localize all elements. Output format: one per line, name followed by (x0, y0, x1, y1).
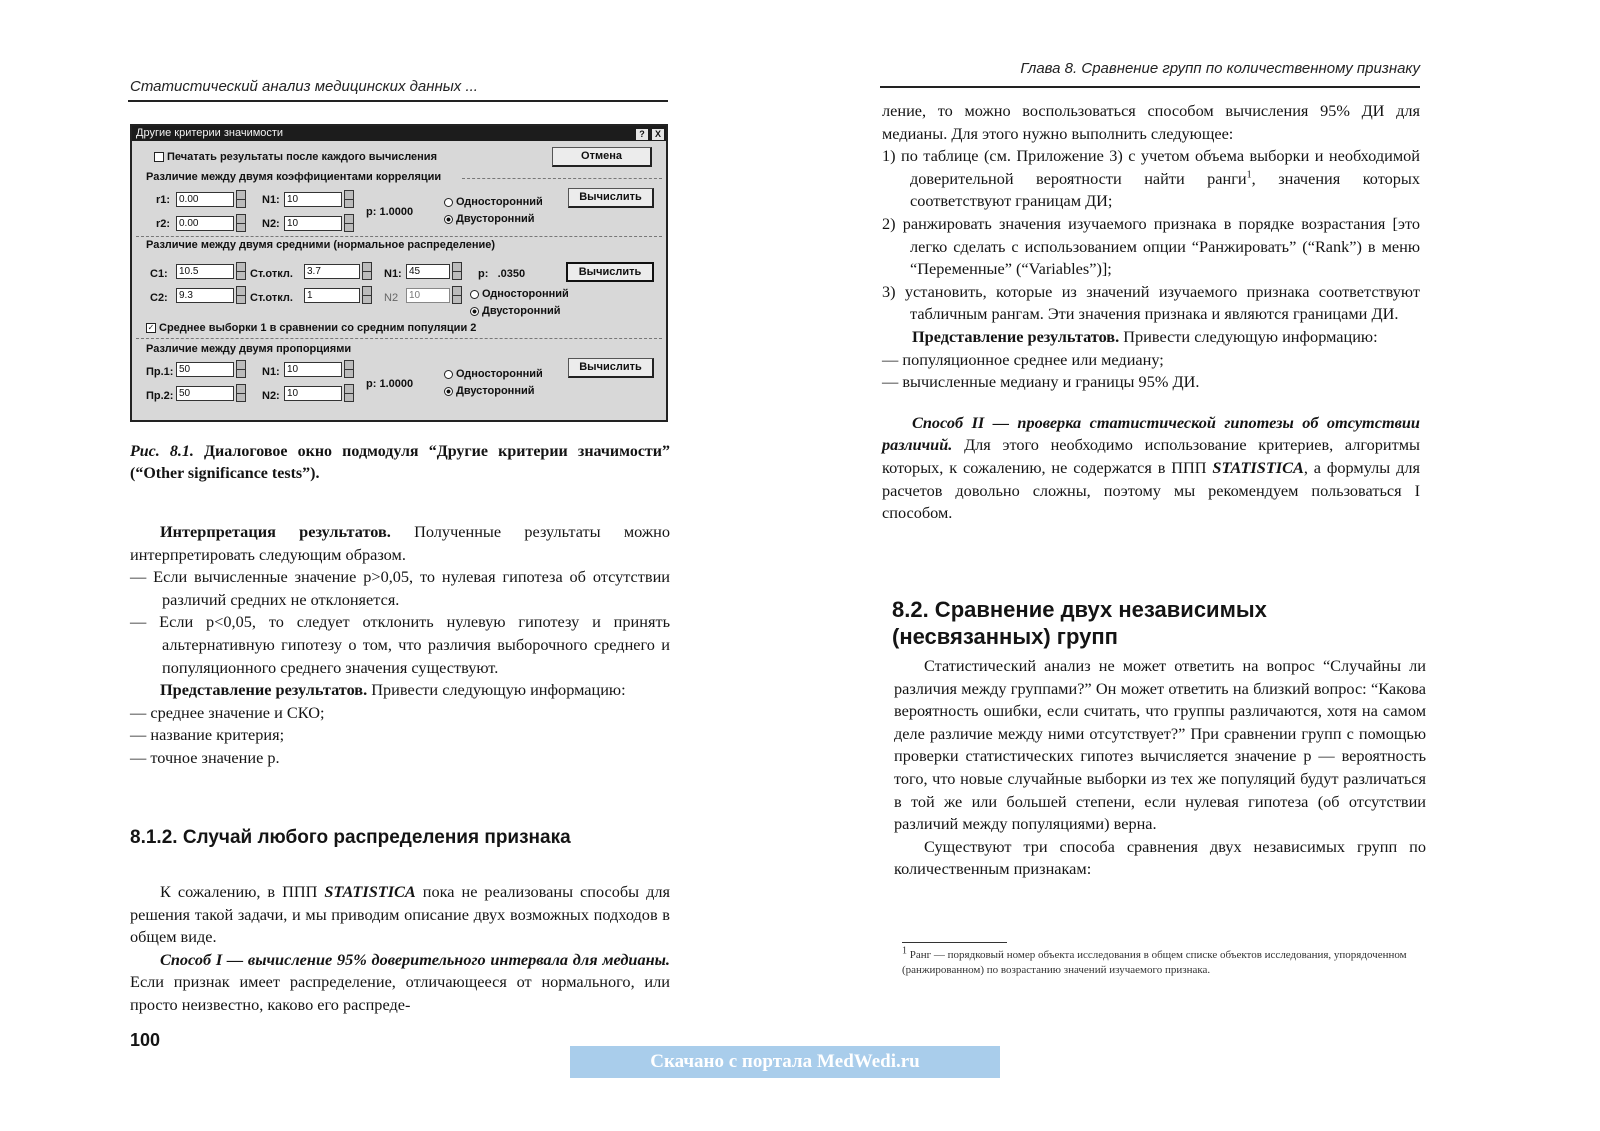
two-sided-label-3: Двусторонний (456, 385, 535, 397)
one-sided-radio-3[interactable] (444, 368, 543, 380)
sd2-input[interactable]: 1 (304, 288, 360, 303)
n1-label-3: N1: (262, 366, 280, 378)
statistica-name: STATISTICA (324, 882, 416, 901)
left-body (130, 521, 670, 770)
regret-text-c: пока не реализованы способы для решения такой задачи, и мы приводим описание двух возможных подходов в общем виде. (130, 882, 670, 947)
c2-spinner[interactable] (236, 286, 246, 304)
interp-item-2: — Если p<0,05, то следует отклонить нулевую гипотезу и принять альтернативную гипотезу о том, что различия выборочного среднего и популяционного среднего значения существуют. (130, 612, 670, 677)
left-body-2 (130, 881, 670, 1017)
c2-input[interactable]: 9.3 (176, 288, 234, 303)
checkbox-checked-icon: ✓ (147, 323, 155, 333)
figure-caption (130, 441, 670, 485)
r2-label: r2: (156, 218, 171, 230)
present-item-2: — название критерия; (130, 725, 285, 745)
way2-heading: Способ II — проверка статистической гипотезы об отсутствии различий. (882, 412, 1420, 455)
interp-item-1: — Если вычисленные значение p>0,05, то нулевая гипотеза об отсутствии различий средних не отклоняется. (130, 567, 670, 609)
sd1-spinner[interactable] (362, 262, 372, 280)
n2-label-2: N2 (384, 292, 399, 304)
dialog-title-bar (132, 126, 666, 141)
p1-spinner[interactable] (236, 360, 246, 378)
right-body-2 (894, 655, 1426, 881)
radio-selected-icon (444, 215, 453, 224)
group-correlation-label: Различие между двумя коэффициентами корреляции (146, 171, 442, 183)
n2-input-2[interactable]: 10 (406, 288, 450, 303)
present-heading: Представление результатов. (160, 680, 368, 700)
help-icon[interactable]: ? (636, 129, 648, 140)
footnote (902, 945, 1442, 978)
statistica-name-r: STATISTICA (1212, 457, 1304, 477)
p-value: 1.0000 (379, 206, 414, 218)
p-label-2 (478, 268, 525, 280)
radio-icon (444, 370, 453, 379)
n1-spinner-3[interactable] (344, 360, 354, 378)
footnote-text: Ранг — порядковый номер объекта исследования в общем списке объектов исследования, упорядоченном (ранжированном) по возрастанию значений изучаемого признака. (902, 949, 1407, 976)
para-stat-analysis: Статистический анализ не может ответить на вопрос “Случайны ли различия между группами?” Он может ответить на близкий вопрос: “Какова вероятность ошибки, если считать, что группы различаются, хотя на самом деле различие между ними отсутствует?” При сравнении групп с помощью проверки статистических гипотез вычисляется значение p — вероятность того, что новые случайные выборки из тех же популяций будут различаться в той же или большей степени, если нулевая гипотеза (об отсутствии различий между популяциями) верна. (894, 656, 1426, 834)
p-value-3: 1.0000 (379, 378, 414, 390)
n2-label-3: N2: (262, 390, 280, 402)
c1-spinner[interactable] (236, 262, 246, 280)
mean-vs-population-checkbox[interactable] (146, 322, 476, 334)
p1-label: Пр.1: (146, 366, 174, 378)
c1-label: С1: (150, 268, 168, 280)
c2-label: С2: (150, 292, 168, 304)
section-heading-812: 8.1.2. Случай любого распределения признака (130, 827, 571, 848)
r1-spinner[interactable] (236, 190, 246, 208)
significance-dialog (130, 124, 668, 422)
group-divider (462, 178, 662, 179)
p2-label: Пр.2: (146, 390, 174, 402)
n1-label-2: N1: (384, 268, 402, 280)
one-sided-radio-2[interactable] (470, 288, 569, 300)
present-heading-r: Представление результатов. (912, 326, 1120, 346)
way1-heading: Способ I — вычисление 95% доверительного интервала для медианы. (160, 949, 670, 969)
left-head-rule (128, 100, 668, 102)
right-body (882, 100, 1420, 525)
dialog-title: Другие критерии значимости (136, 127, 284, 139)
present-item-r1: — популяционное среднее или медиану; (882, 349, 1164, 369)
p2-spinner[interactable] (236, 384, 246, 402)
two-sided-radio-3[interactable] (444, 385, 535, 397)
n1-label: N1: (262, 194, 280, 206)
present-item-1: — среднее значение и СКО; (130, 702, 325, 722)
group-divider (136, 338, 662, 339)
way2-text-c: , а формулы для расчетов довольно сложны, поэтому мы рекомендуем пользоваться I способом. (882, 457, 1420, 523)
radio-selected-icon (470, 307, 479, 316)
r2-input[interactable]: 0.00 (176, 216, 234, 231)
n1-input-3[interactable]: 10 (284, 362, 342, 377)
section-heading-82: 8.2. Сравнение двух независимых (несвязанных) групп (892, 597, 1267, 649)
right-head-rule (880, 86, 1420, 88)
continued-text: ление, то можно воспользоваться способом вычисления 95% ДИ для медианы. Для этого нужно выполнить следующее: (882, 101, 1420, 143)
footnote-marker: 1 (902, 945, 907, 957)
sd2-label: Ст.откл. (250, 292, 293, 304)
r2-spinner[interactable] (236, 214, 246, 232)
regret-text-a: К сожалению, в ППП (160, 882, 325, 901)
sd1-label: Ст.откл. (250, 268, 293, 280)
r1-input[interactable]: 0.00 (176, 192, 234, 207)
compute-proportions-button[interactable]: Вычислить (568, 358, 654, 378)
one-sided-label: Односторонний (456, 196, 543, 208)
n2-spinner-3[interactable] (344, 384, 354, 402)
p-label-3 (366, 378, 413, 390)
group-means-label: Различие между двумя средними (нормальное распределение) (146, 239, 496, 251)
right-running-head: Глава 8. Сравнение групп по количественному признаку (1020, 60, 1420, 77)
n1-spinner[interactable] (344, 190, 354, 208)
caption-label: Рис. 8.1. (130, 443, 194, 460)
sd1-input[interactable]: 3.7 (304, 264, 360, 279)
n2-input[interactable]: 10 (284, 216, 342, 231)
present-item-r2: — вычисленные медиану и границы 95% ДИ. (882, 372, 1200, 392)
interp-heading: Интерпретация результатов. (160, 522, 391, 541)
n2-spinner-2[interactable] (452, 286, 462, 304)
n1-input[interactable]: 10 (284, 192, 342, 207)
watermark-banner: Скачано с портала MedWedi.ru (570, 1046, 1000, 1078)
p2-input[interactable]: 50 (176, 386, 234, 401)
checkbox-icon (154, 152, 164, 162)
footnote-rule (902, 942, 1007, 943)
way1-text: Если признак имеет распределение, отличающееся от нормального, или просто неизвестно, каково его распреде- (130, 972, 670, 1014)
two-sided-label-2: Двусторонний (482, 305, 561, 317)
close-icon[interactable]: X (652, 129, 664, 140)
p1-input[interactable]: 50 (176, 362, 234, 377)
p-label-text: p: (366, 206, 377, 218)
para-three-ways: Существуют три способа сравнения двух независимых групп по количественным признакам: (894, 836, 1426, 879)
radio-icon (470, 290, 479, 299)
step-1-text: 1) по таблице (см. Приложение 3) с учетом объема выборки и необходимой доверительной вероятности найти ранги (882, 146, 1420, 188)
caption-text: Диалоговое окно подмодуля “Другие критерии значимости” (“Other significance tests”). (130, 443, 671, 482)
footnote-ref: 1 (1246, 169, 1252, 181)
c1-input[interactable]: 10.5 (176, 264, 234, 279)
n2-label: N2: (262, 218, 280, 230)
r1-label: r1: (156, 194, 171, 206)
p-label-text-3: p: (366, 378, 377, 390)
p-label-text-2: p: (478, 268, 489, 280)
print-checkbox-label: Печатать результаты после каждого вычисления (167, 151, 437, 163)
sd2-spinner[interactable] (362, 286, 372, 304)
step-2: 2) ранжировать значения изучаемого признака в порядке возрастания [это легко сделать с использованием опции “Ранжировать” (“Rank”) в меню “Переменные” (“Variables”)]; (882, 213, 1420, 279)
compute-correlation-button[interactable]: Вычислить (568, 188, 654, 208)
radio-selected-icon (444, 387, 453, 396)
left-running-head: Статистический анализ медицинских данных ... (130, 78, 478, 95)
p-value-2: .0350 (497, 268, 526, 280)
two-sided-radio[interactable] (444, 213, 535, 225)
interp-text: Полученные результаты можно интерпретировать следующим образом. (130, 522, 670, 564)
present-text-r: Привести следующую информацию: (1123, 326, 1378, 346)
step-1 (882, 145, 1420, 213)
two-sided-label: Двусторонний (456, 213, 535, 225)
one-sided-label-2: Односторонний (482, 288, 569, 300)
step-3: 3) установить, которые из значений изучаемого признака соответствуют табличным рангам. Эти значения признака и являются границами ДИ. (882, 281, 1420, 324)
n1-input-2[interactable]: 45 (406, 264, 450, 279)
mean-checkbox-label: Среднее выборки 1 в сравнении со средним популяции 2 (159, 322, 477, 334)
group-divider (136, 236, 662, 237)
n1-spinner-2[interactable] (452, 262, 462, 280)
page-number: 100 (130, 1030, 161, 1050)
n2-spinner[interactable] (344, 214, 354, 232)
compute-means-button[interactable]: Вычислить (566, 262, 654, 282)
present-text: Привести следующую информацию: (371, 680, 626, 700)
two-sided-radio-2[interactable] (470, 305, 561, 317)
print-checkbox[interactable] (154, 151, 437, 163)
step-1-end: , значения которых соответствуют границам ДИ; (910, 168, 1420, 211)
p-label (366, 206, 413, 218)
one-sided-radio[interactable] (444, 196, 543, 208)
group-proportions-label: Различие между двумя пропорциями (146, 343, 352, 355)
present-item-3: — точное значение p. (130, 747, 280, 767)
n2-input-3[interactable]: 10 (284, 386, 342, 401)
right-page (800, 0, 1600, 1131)
one-sided-label-3: Односторонний (456, 368, 543, 380)
radio-icon (444, 198, 453, 207)
cancel-button[interactable]: Отмена (552, 147, 652, 167)
way2-text-a: Для этого необходимо использование критериев, алгоритмы которых, к сожалению, не содержатся в ППП (882, 435, 1421, 477)
